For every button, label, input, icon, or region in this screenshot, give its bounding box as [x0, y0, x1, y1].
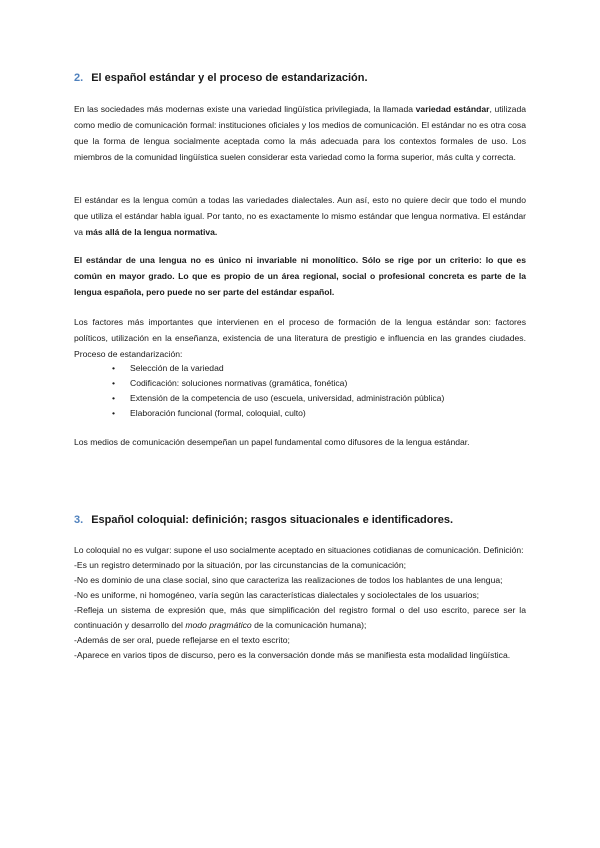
list-item-text: Extensión de la competencia de uso (escuela, universidad, administración pública) [130, 393, 445, 403]
definition-item: -Además de ser oral, puede reflejarse en el texto escrito; [74, 635, 290, 645]
definition-item: -Es un registro determinado por la situación, por las circunstancias de la comunicación; [74, 560, 406, 570]
section-3-number: 3. [74, 514, 84, 526]
list-item [74, 406, 526, 421]
p1-bold: variedad estándar [415, 104, 490, 114]
paragraph-factores: Los factores más importantes que intervienen en el proceso de formación de la lengua estándar son: factores políticos, utilización en la enseñanza, existencia de una literatura de prestigio e influencia en las grandes ciudades. Proceso de estandarización: [74, 317, 526, 359]
p2-bold: más allá de la lengua normativa. [85, 227, 218, 237]
section-3-title: Español coloquial: definición; rasgos situacionales e identificadores. [91, 514, 454, 526]
list-item-text: Selección de la variedad [130, 363, 224, 373]
section-3-heading [74, 514, 453, 526]
section-2-heading [74, 72, 368, 84]
definition-item: -No es dominio de una clase social, sino que caracteriza las realizaciones de todos los hablantes de una lengua; [74, 575, 503, 585]
list-item-text: Codificación: soluciones normativas (gramática, fonética) [130, 378, 348, 388]
section-2-title: El español estándar y el proceso de estandarización. [91, 72, 368, 84]
estandarizacion-list [74, 361, 526, 421]
d4-italic: modo pragmático [185, 620, 252, 630]
bullet: • [112, 378, 116, 388]
d4-text-b: de la comunicación humana); [251, 620, 367, 630]
bullet: • [112, 408, 116, 418]
paragraph-lengua-comun [74, 192, 526, 240]
paragraph-coloquial-intro: Lo coloquial no es vulgar: supone el uso socialmente aceptado en situaciones cotidianas de comunicación. Definición: [74, 545, 524, 555]
p2-text-a: El estándar es la lengua común a todas las variedades dialectales. Aun así, esto no quiere decir que todo el mundo que utiliza el estándar habla igual. Por tanto, no es exactamente lo mismo estándar que lengua normativa. El estándar va [74, 195, 526, 237]
list-item [74, 361, 526, 376]
bullet: • [112, 393, 116, 403]
definition-item: -No es uniforme, ni homogéneo, varía según las características dialectales y sociolectales de los usuarios; [74, 590, 480, 600]
bullet: • [112, 363, 116, 373]
paragraph-estandar-no-unico: El estándar de una lengua no es único ni invariable ni monolítico. Sólo se rige por un criterio: lo que es común en mayor grado. Lo que es propio de un área regional, social o profesional concreta es parte de la lengua española, pero puede no ser parte del estándar español. [74, 255, 526, 297]
definition-item: -Aparece en varios tipos de discurso, pero es la conversación donde más se manifiesta esta modalidad lingüística. [74, 650, 511, 660]
list-item-text: Elaboración funcional (formal, coloquial, culto) [130, 408, 306, 418]
coloquial-definition [74, 543, 526, 663]
d4-text-a: -Refleja un sistema de expresión que, más que simplificación del registro formal o del uso escrito, parece ser la continuación y desarrollo del [74, 605, 526, 630]
list-item [74, 391, 526, 406]
paragraph-variedad-estandar [74, 101, 526, 165]
p1-text-b: , utilizada como medio de comunicación formal: instituciones oficiales y los medios de comunicación. El estándar no es otra cosa que la forma de lengua socialmente aceptada como la más adecuada para los contextos formales de uso. Los miembros de la comunidad lingüística suelen considerar esta variedad como la forma superior, más culta y correcta. [74, 104, 527, 162]
paragraph-medios: Los medios de comunicación desempeñan un papel fundamental como difusores de la lengua estándar. [74, 437, 470, 447]
definition-item [74, 603, 526, 633]
section-2-number: 2. [74, 72, 84, 84]
p1-text-a: En las sociedades más modernas existe una variedad lingüística privilegiada, la llamada [74, 104, 416, 114]
list-item [74, 376, 526, 391]
